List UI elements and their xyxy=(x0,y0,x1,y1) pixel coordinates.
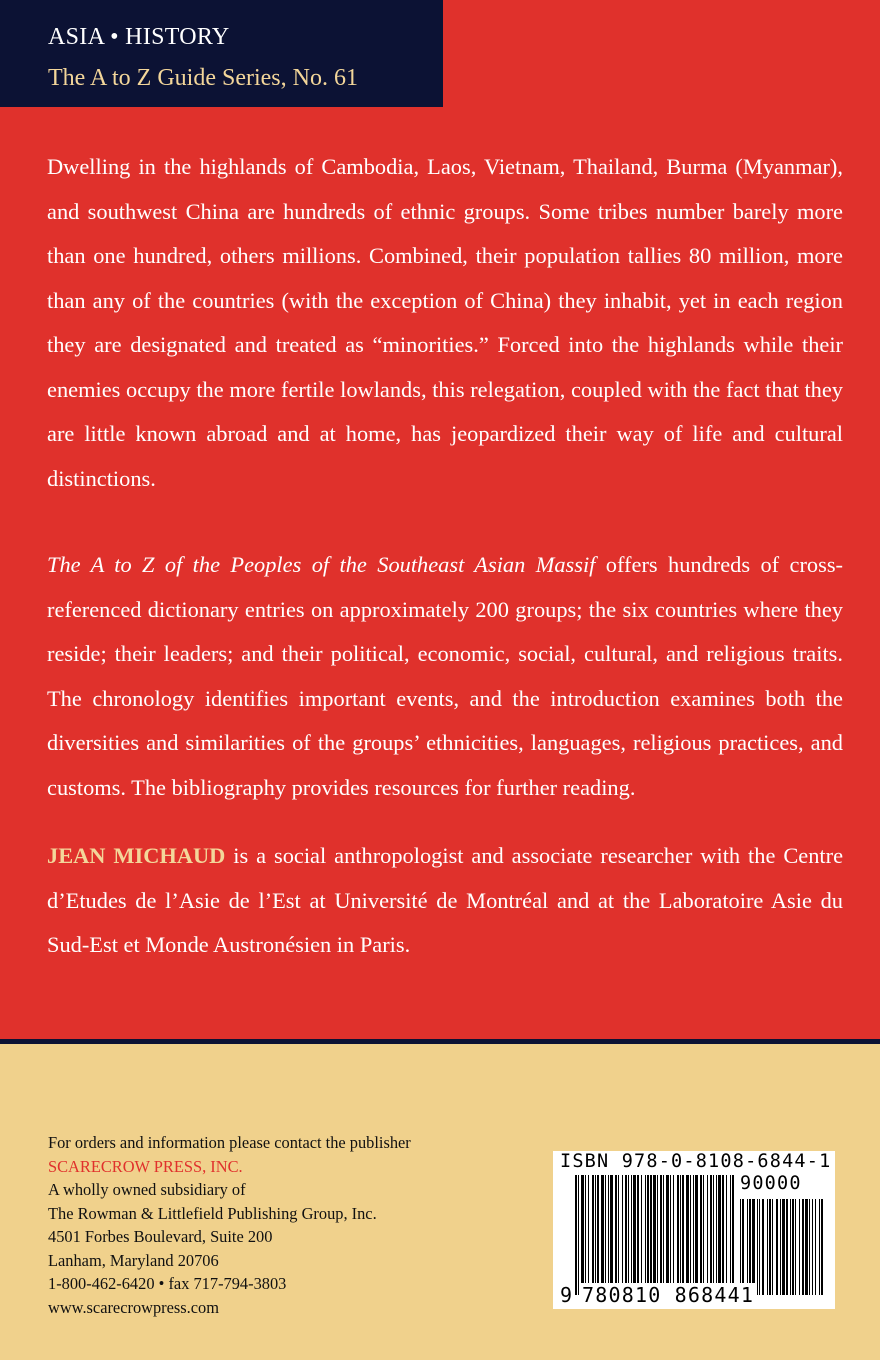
barcode-bar xyxy=(821,1199,823,1295)
barcode-bar xyxy=(713,1175,714,1295)
barcode-bar xyxy=(703,1175,704,1295)
address-line-1: 4501 Forbes Boulevard, Suite 200 xyxy=(48,1227,273,1246)
barcode-bar xyxy=(722,1175,724,1295)
description-paragraph-2-text: offers hundreds of cross-referenced dictionary entries on approximately 200 groups; the six countries where they reside; their leaders; and their political, economic, social, cultural, and religious traits. The chronology identifies important events, and the introduction examines both the diversities and similarities of the groups’ ethnicities, languages, religious practices, and customs. The bibliography provides resources for further reading. xyxy=(47,552,843,800)
barcode-bar xyxy=(790,1199,791,1295)
barcode-bar xyxy=(680,1175,681,1295)
description-paragraph-2 xyxy=(47,543,843,810)
barcode-bar xyxy=(799,1199,800,1295)
barcode-bar xyxy=(819,1199,820,1295)
book-title: The A to Z of the Peoples of the Southeast Asian Massif xyxy=(47,552,596,577)
barcode-bar xyxy=(601,1175,604,1295)
barcode-bar xyxy=(585,1175,586,1295)
publisher-name: SCARECROW PRESS, INC. xyxy=(48,1156,243,1176)
barcode-bar xyxy=(815,1199,816,1295)
barcode-bar xyxy=(682,1175,684,1295)
price-code: 90000 xyxy=(740,1173,802,1194)
barcode-bar xyxy=(769,1199,771,1295)
address-line-2: Lanham, Maryland 20706 xyxy=(48,1250,219,1270)
barcode-bar xyxy=(700,1175,702,1295)
barcode-bar xyxy=(695,1175,698,1295)
barcode-bar xyxy=(677,1175,679,1295)
barcode-bar xyxy=(742,1199,744,1295)
barcode-bar xyxy=(802,1199,804,1295)
isbn-barcode xyxy=(553,1151,835,1309)
barcode-bar xyxy=(608,1175,609,1295)
barcode-bar xyxy=(595,1175,596,1295)
barcode-bar xyxy=(663,1175,664,1295)
website-link[interactable]: www.scarecrowpress.com xyxy=(48,1297,219,1317)
barcode-bar xyxy=(631,1175,632,1295)
isbn-number: ISBN 978-0-8108-6844-1 xyxy=(560,1151,832,1172)
barcode-bar xyxy=(605,1175,606,1295)
barcode-bar xyxy=(578,1175,579,1295)
barcode-bar xyxy=(749,1199,751,1295)
barcode-bar xyxy=(588,1175,589,1295)
barcode-bar xyxy=(625,1175,627,1295)
barcode-bar xyxy=(795,1199,796,1295)
barcode-bar xyxy=(650,1175,652,1295)
barcode-bar xyxy=(757,1199,758,1295)
barcode-bar xyxy=(653,1175,656,1295)
barcode-bar xyxy=(772,1199,773,1295)
barcode-first-digit: 9 xyxy=(560,1283,573,1307)
barcode-bar xyxy=(780,1199,781,1295)
barcode-bar xyxy=(610,1175,613,1295)
description-paragraph-1: Dwelling in the highlands of Cambodia, Laos, Vietnam, Thailand, Burma (Myanmar), and southwest China are hundreds of ethnic groups. Some tribes number barely more than one hundred, others millions. Combined, their population tallies 80 million, more than any of the countries (with the exception of China) they inhabit, yet in each region they are designated and treated as “minorities.” Forced into the highlands while their enemies occupy the more fertile lowlands, this relegation, coupled with the fact that they are little known abroad and at home, has jeopardized their way of life and cultural distinctions. xyxy=(47,154,843,491)
barcode-bar xyxy=(686,1175,689,1295)
barcode-bar xyxy=(690,1175,691,1295)
barcode-bar xyxy=(592,1175,594,1295)
barcode-bar xyxy=(641,1175,642,1295)
barcode-bar xyxy=(673,1175,674,1295)
barcode-bar xyxy=(747,1199,748,1295)
category-label: ASIA • HISTORY xyxy=(48,24,230,50)
barcode-bar xyxy=(633,1175,636,1295)
publisher-contact xyxy=(48,1131,411,1319)
barcode-bar xyxy=(657,1175,658,1295)
barcode-bar xyxy=(670,1175,671,1295)
author-bio-text: is a social anthropologist and associate researcher with the Centre d’Etudes de l’Asie de l’Est at Université de Montréal and at the Laboratoire Asie du Sud-Est et Monde Austronésien in Paris. xyxy=(47,843,844,957)
barcode-bar xyxy=(752,1199,755,1295)
barcode-bar xyxy=(767,1199,768,1295)
barcode-bar xyxy=(782,1199,785,1295)
barcode-bar xyxy=(726,1175,727,1295)
barcode-bar xyxy=(693,1175,694,1295)
barcode-bar xyxy=(740,1199,741,1295)
barcode-bar xyxy=(647,1175,649,1295)
barcode-bar xyxy=(776,1199,778,1295)
barcode-bar xyxy=(618,1175,619,1295)
barcode-bar xyxy=(615,1175,617,1295)
barcode-bar xyxy=(581,1175,584,1295)
phone-fax: 1-800-462-6420 • fax 717-794-3803 xyxy=(48,1274,287,1293)
barcode-bar xyxy=(628,1175,629,1295)
barcode-bar xyxy=(730,1175,731,1295)
barcode-bar xyxy=(660,1175,662,1295)
barcode-bar xyxy=(645,1175,646,1295)
header-band xyxy=(0,0,443,107)
barcode-bar xyxy=(710,1175,712,1295)
barcode-bar xyxy=(718,1175,721,1295)
barcode-bar xyxy=(597,1175,599,1295)
series-label: The A to Z Guide Series, No. 61 xyxy=(48,65,358,91)
barcode-bar xyxy=(637,1175,639,1295)
barcode-bar xyxy=(622,1175,623,1295)
barcode-bar xyxy=(759,1199,760,1295)
barcode-bar xyxy=(812,1199,813,1295)
barcode-digits: 780810 868441 xyxy=(582,1283,755,1307)
barcode-bar xyxy=(666,1175,669,1295)
barcode-bar xyxy=(792,1199,794,1295)
barcode-bar xyxy=(732,1175,734,1295)
subsidiary-line: A wholly owned subsidiary of xyxy=(48,1180,246,1199)
barcode-bar xyxy=(805,1199,808,1295)
barcode-bar xyxy=(809,1199,810,1295)
barcode-bar xyxy=(762,1199,764,1295)
author-name: JEAN MICHAUD xyxy=(47,843,226,868)
barcode-bar xyxy=(786,1199,788,1295)
barcode-bar xyxy=(716,1175,717,1295)
barcode-bar xyxy=(707,1175,708,1295)
author-bio xyxy=(47,834,843,968)
parent-company: The Rowman & Littlefield Publishing Group, Inc. xyxy=(48,1203,377,1223)
contact-intro: For orders and information please contact the publisher xyxy=(48,1133,411,1152)
barcode-bar xyxy=(575,1175,577,1295)
